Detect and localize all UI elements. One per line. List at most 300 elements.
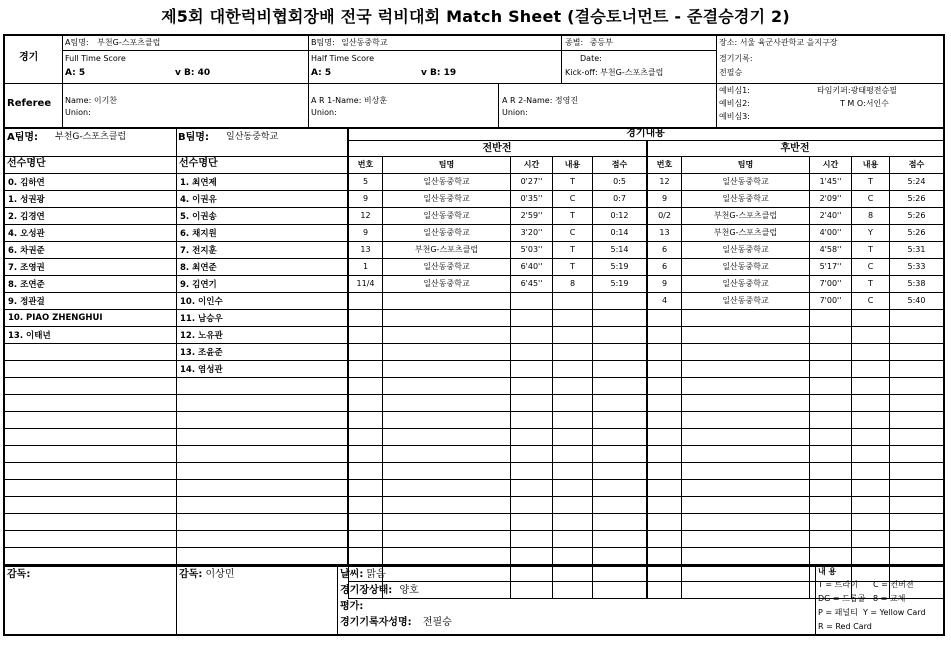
player-name: 9. 정관걸: [5, 293, 176, 310]
coach-a-label: 감독:: [7, 569, 31, 580]
score-cell: [593, 548, 647, 565]
score-row: [648, 310, 944, 327]
score-cell: C: [852, 293, 890, 310]
score-cell: 12: [349, 208, 383, 225]
score-row: [648, 412, 944, 429]
score-cell: T: [553, 208, 593, 225]
score-cell: 0/2: [648, 208, 682, 225]
score-cell: [349, 310, 383, 327]
player-name: [5, 361, 176, 378]
player-name: [5, 412, 176, 429]
score-cell: [810, 531, 852, 548]
legend-r: R = Red Card: [818, 622, 872, 631]
score-cell: [553, 548, 593, 565]
score-row: [349, 225, 647, 242]
score-cell: [383, 514, 511, 531]
score-cell: 5'17'': [810, 259, 852, 276]
score-cell: [383, 344, 511, 361]
score-cell: [349, 395, 383, 412]
player-row: [5, 497, 176, 514]
score-cell: T: [852, 242, 890, 259]
score-cell: [682, 378, 810, 395]
score-row: [349, 497, 647, 514]
score-cell: 일산동중학교: [682, 276, 810, 293]
score-cell: 일산동중학교: [682, 259, 810, 276]
player-name: 9. 김연기: [177, 276, 347, 293]
score-cell: [553, 497, 593, 514]
player-name: [177, 514, 347, 531]
player-row: [177, 344, 347, 361]
kickoff-value: Kick-off: 부천G-스포츠클럽: [565, 68, 664, 77]
score-row: [349, 208, 647, 225]
player-row: [5, 429, 176, 446]
players-b-header: 선수명단: [179, 158, 218, 169]
score-cell: [890, 310, 944, 327]
score-cell: [682, 327, 810, 344]
score-cell: [383, 446, 511, 463]
score-cell: [648, 582, 682, 599]
score-cell: C: [553, 191, 593, 208]
record-name: 전필승: [719, 68, 743, 77]
score-cell: [810, 327, 852, 344]
score-cell: [553, 327, 593, 344]
score-cell: [682, 310, 810, 327]
ar1-union: Union:: [311, 108, 337, 117]
score-cell: C: [553, 225, 593, 242]
player-row: [177, 293, 347, 310]
score-header-cell: 내용: [852, 157, 890, 174]
score-cell: [890, 344, 944, 361]
score-cell: [383, 310, 511, 327]
player-name: 11. 남승우: [177, 310, 347, 327]
date-label: Date:: [580, 54, 602, 63]
score-cell: [593, 480, 647, 497]
score-cell: 2'59'': [511, 208, 553, 225]
score-cell: [890, 548, 944, 565]
score-cell: [648, 565, 682, 582]
score-cell: [553, 361, 593, 378]
match-sheet: [3, 34, 945, 636]
score-cell: [593, 565, 647, 582]
score-cell: 9: [648, 276, 682, 293]
score-cell: [648, 344, 682, 361]
score-cell: [890, 480, 944, 497]
score-cell: [349, 463, 383, 480]
score-cell: [810, 446, 852, 463]
score-cell: 부천G-스포츠클럽: [682, 225, 810, 242]
player-name: 10. PIAO ZHENGHUI: [5, 310, 176, 327]
score-row: [349, 293, 647, 310]
player-name: 6. 채지원: [177, 225, 347, 242]
score-cell: [349, 412, 383, 429]
score-cell: 일산동중학교: [682, 191, 810, 208]
player-row: [5, 463, 176, 480]
score-row: [648, 548, 944, 565]
score-cell: [383, 531, 511, 548]
score-cell: [349, 344, 383, 361]
score-cell: C: [852, 191, 890, 208]
player-row: [177, 208, 347, 225]
player-name: 13. 조윤준: [177, 344, 347, 361]
score-cell: [890, 327, 944, 344]
score-cell: [810, 395, 852, 412]
score-cell: [553, 378, 593, 395]
player-name: 12. 노유관: [177, 327, 347, 344]
score-cell: C: [852, 259, 890, 276]
score-cell: 7'00'': [810, 293, 852, 310]
score-cell: [890, 497, 944, 514]
player-name: [177, 463, 347, 480]
score-cell: [553, 480, 593, 497]
score-cell: [648, 531, 682, 548]
score-row: [648, 174, 944, 191]
player-name: [177, 497, 347, 514]
full-time-label: Full Time Score: [65, 54, 126, 63]
score-cell: [648, 548, 682, 565]
score-cell: 5:26: [890, 208, 944, 225]
second-half-table: [647, 156, 944, 599]
score-row: [349, 548, 647, 565]
score-cell: T: [852, 276, 890, 293]
score-header-cell: 팀명: [383, 157, 511, 174]
ground-value: 양호: [399, 585, 419, 596]
legend-y: Y = Yellow Card: [863, 608, 926, 617]
score-cell: [553, 514, 593, 531]
team-b-field: B팀명: 일산동중학교: [311, 38, 388, 47]
record-label: 경기기록:: [719, 54, 753, 63]
score-cell: [349, 531, 383, 548]
score-cell: [383, 378, 511, 395]
score-cell: [852, 310, 890, 327]
score-cell: [511, 514, 553, 531]
player-name: 14. 염성관: [177, 361, 347, 378]
score-cell: [890, 463, 944, 480]
player-row: [177, 429, 347, 446]
score-cell: [553, 582, 593, 599]
score-cell: 0'35'': [511, 191, 553, 208]
score-cell: 5:38: [890, 276, 944, 293]
player-name: [177, 548, 347, 565]
score-cell: [682, 446, 810, 463]
score-cell: 5:26: [890, 191, 944, 208]
eval-label: 평가:: [340, 601, 364, 612]
score-cell: 부천G-스포츠클럽: [682, 208, 810, 225]
player-name: 7. 조영권: [5, 259, 176, 276]
player-row: [5, 361, 176, 378]
referee-name: Name: 이기찬: [65, 96, 118, 105]
score-cell: [553, 531, 593, 548]
score-cell: [349, 548, 383, 565]
player-row: [177, 463, 347, 480]
player-row: [177, 327, 347, 344]
score-cell: [810, 514, 852, 531]
score-cell: 일산동중학교: [383, 225, 511, 242]
player-name: 13. 이태년: [5, 327, 176, 344]
referee-label: Referee: [7, 98, 52, 109]
category-value: 중등부: [589, 38, 613, 47]
score-cell: [593, 412, 647, 429]
player-row: [5, 378, 176, 395]
score-header-cell: 시간: [810, 157, 852, 174]
legend-t: T = 트라이: [818, 580, 858, 589]
score-cell: [810, 480, 852, 497]
score-cell: [593, 310, 647, 327]
score-cell: 3'20'': [511, 225, 553, 242]
score-cell: [890, 565, 944, 582]
score-row: [648, 191, 944, 208]
ground-field: 경기장상태: 양호: [340, 585, 419, 596]
score-cell: [593, 327, 647, 344]
score-cell: [383, 293, 511, 310]
player-row: [5, 276, 176, 293]
score-cell: [852, 344, 890, 361]
player-name: [5, 344, 176, 361]
score-cell: [593, 361, 647, 378]
score-row: [349, 395, 647, 412]
referee-union: Union:: [65, 108, 91, 117]
score-cell: 6: [648, 242, 682, 259]
score-row: [349, 191, 647, 208]
score-cell: [593, 446, 647, 463]
score-cell: [349, 327, 383, 344]
score-cell: [890, 412, 944, 429]
player-name: [177, 446, 347, 463]
score-cell: [593, 293, 647, 310]
player-row: [5, 531, 176, 548]
ar1-name: A R 1-Name: 비상훈: [311, 96, 388, 105]
score-cell: 8: [852, 208, 890, 225]
player-name: 5. 이권송: [177, 208, 347, 225]
player-name: [5, 514, 176, 531]
score-cell: [852, 429, 890, 446]
venue-field: 장소: 서울 육군사관학교 을지구장: [719, 38, 838, 47]
weather-value: 맑음: [366, 569, 386, 580]
score-cell: 12: [648, 174, 682, 191]
score-cell: [349, 361, 383, 378]
score-cell: [890, 429, 944, 446]
player-row: [177, 361, 347, 378]
player-name: [5, 395, 176, 412]
score-row: [648, 446, 944, 463]
score-cell: [648, 378, 682, 395]
score-row: [648, 276, 944, 293]
player-name: [5, 497, 176, 514]
score-cell: [553, 412, 593, 429]
half-time-a: A: 5: [311, 68, 332, 78]
score-cell: [852, 565, 890, 582]
score-cell: [511, 378, 553, 395]
player-row: [5, 225, 176, 242]
score-cell: [682, 361, 810, 378]
player-row: [5, 174, 176, 191]
score-cell: [648, 429, 682, 446]
score-cell: [890, 514, 944, 531]
score-cell: [682, 514, 810, 531]
score-row: [349, 412, 647, 429]
score-row: [648, 225, 944, 242]
score-cell: [810, 344, 852, 361]
score-cell: [682, 497, 810, 514]
score-cell: [810, 310, 852, 327]
score-row: [648, 565, 944, 582]
team-b-row-name: 일산동중학교: [226, 132, 279, 142]
legend-c: C = 컨버젼: [873, 580, 914, 589]
score-row: [648, 208, 944, 225]
player-row: [5, 242, 176, 259]
score-row: [648, 531, 944, 548]
score-cell: 5:19: [593, 276, 647, 293]
score-row: [349, 463, 647, 480]
players-a-header: 선수명단: [7, 158, 46, 169]
score-cell: [349, 480, 383, 497]
score-header-cell: 팀명: [682, 157, 810, 174]
score-cell: [511, 293, 553, 310]
score-cell: 5:14: [593, 242, 647, 259]
score-cell: 4: [648, 293, 682, 310]
player-row: [177, 242, 347, 259]
score-cell: [593, 378, 647, 395]
recorder-name: 전필승: [422, 617, 452, 628]
player-row: [177, 259, 347, 276]
score-row: [349, 310, 647, 327]
first-half-label: 전반전: [482, 143, 512, 154]
score-cell: [511, 310, 553, 327]
score-cell: [383, 412, 511, 429]
score-cell: [511, 548, 553, 565]
player-row: [5, 327, 176, 344]
score-cell: 9: [349, 191, 383, 208]
score-cell: [648, 327, 682, 344]
score-cell: 13: [648, 225, 682, 242]
score-cell: 7'00'': [810, 276, 852, 293]
score-cell: [852, 548, 890, 565]
score-cell: [383, 429, 511, 446]
player-row: [5, 480, 176, 497]
score-cell: [648, 446, 682, 463]
score-cell: [810, 361, 852, 378]
score-cell: 11/4: [349, 276, 383, 293]
player-name: [5, 531, 176, 548]
score-cell: [682, 548, 810, 565]
score-cell: [553, 395, 593, 412]
score-cell: 0:12: [593, 208, 647, 225]
score-cell: [593, 395, 647, 412]
player-name: [5, 480, 176, 497]
team-a-row-name: 부천G-스포츠클럽: [55, 132, 127, 142]
score-cell: 일산동중학교: [383, 259, 511, 276]
player-row: [5, 259, 176, 276]
score-cell: 0'27'': [511, 174, 553, 191]
score-cell: 1: [349, 259, 383, 276]
player-name: [177, 395, 347, 412]
score-row: [349, 446, 647, 463]
venue-value: 서울 육군사관학교 을지구장: [739, 38, 838, 47]
sheet-title: 제5회 대한럭비협회장배 전국 럭비대회 Match Sheet (결승토너먼트 - 준결승경기 2): [161, 7, 790, 26]
ar2-name: A R 2-Name: 정영진: [502, 96, 579, 105]
score-cell: [593, 514, 647, 531]
score-cell: 일산동중학교: [682, 293, 810, 310]
score-cell: [511, 446, 553, 463]
score-cell: [810, 548, 852, 565]
score-row: [648, 344, 944, 361]
score-cell: [349, 293, 383, 310]
player-row: [5, 446, 176, 463]
score-cell: [648, 310, 682, 327]
player-name: [177, 429, 347, 446]
score-cell: [383, 395, 511, 412]
score-cell: 9: [648, 191, 682, 208]
score-header-cell: 점수: [593, 157, 647, 174]
score-cell: [511, 429, 553, 446]
score-row: [648, 463, 944, 480]
score-cell: [553, 310, 593, 327]
score-cell: [852, 497, 890, 514]
legend-title: 내 용: [818, 567, 837, 576]
score-cell: [553, 429, 593, 446]
score-cell: [511, 565, 553, 582]
player-row: [5, 293, 176, 310]
player-name: 1. 최연제: [177, 174, 347, 191]
score-row: [648, 429, 944, 446]
score-cell: [810, 412, 852, 429]
recorder-field: 경기기록자성명: 전필승: [340, 617, 452, 628]
score-cell: [553, 565, 593, 582]
score-row: [648, 327, 944, 344]
score-row: [349, 514, 647, 531]
score-cell: 일산동중학교: [383, 208, 511, 225]
ar2-union: Union:: [502, 108, 528, 117]
score-row: [349, 480, 647, 497]
score-header-cell: 내용: [553, 157, 593, 174]
score-cell: 일산동중학교: [682, 174, 810, 191]
score-cell: [682, 582, 810, 599]
score-cell: Y: [852, 225, 890, 242]
score-cell: 9: [349, 225, 383, 242]
score-cell: [383, 361, 511, 378]
player-name: [177, 480, 347, 497]
player-name: [5, 446, 176, 463]
score-header-cell: 번호: [648, 157, 682, 174]
score-cell: [383, 548, 511, 565]
score-cell: [648, 361, 682, 378]
score-row: [349, 378, 647, 395]
score-row: [648, 395, 944, 412]
score-header-cell: 번호: [349, 157, 383, 174]
reserve-3: 예비심3:: [719, 112, 750, 121]
score-cell: [593, 531, 647, 548]
player-row: [177, 395, 347, 412]
score-cell: [890, 378, 944, 395]
score-cell: [682, 412, 810, 429]
score-row: [648, 259, 944, 276]
score-cell: [383, 327, 511, 344]
player-row: [5, 514, 176, 531]
score-cell: 2'09'': [810, 191, 852, 208]
score-cell: [852, 463, 890, 480]
score-cell: [511, 361, 553, 378]
score-cell: [682, 429, 810, 446]
score-cell: 5:24: [890, 174, 944, 191]
reserve-1: 예비심1:: [719, 86, 750, 95]
player-name: 2. 김경연: [5, 208, 176, 225]
score-row: [648, 361, 944, 378]
score-cell: [890, 446, 944, 463]
legend-dg: DG = 드롭골: [818, 594, 866, 603]
score-cell: [682, 531, 810, 548]
score-cell: 4'00'': [810, 225, 852, 242]
player-name: 6. 차권준: [5, 242, 176, 259]
score-cell: [648, 480, 682, 497]
